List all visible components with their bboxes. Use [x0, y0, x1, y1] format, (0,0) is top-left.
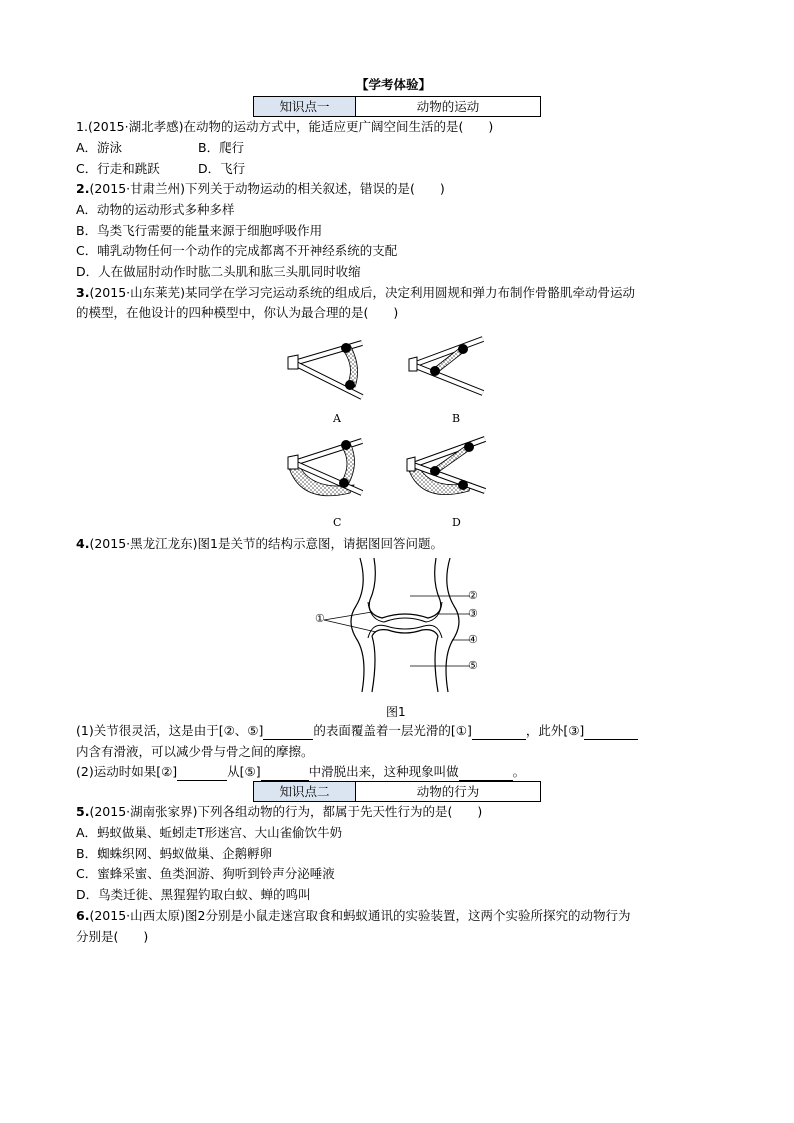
question-2 [76, 180, 445, 198]
option-a: A．蚂蚁做巢、蚯蚓走T形迷宫、大山雀偷饮牛奶 [76, 825, 343, 840]
answer-blank[interactable] [177, 766, 227, 781]
q4-part-1 [76, 722, 638, 740]
model-b [409, 339, 483, 393]
text-segment: (1)关节很灵活，这是由于[②、⑤] [76, 723, 264, 738]
option-c: C．行走和跳跃 [76, 161, 160, 176]
option-c: C．哺乳动物任何一个动作的完成都离不开神经系统的支配 [76, 243, 398, 258]
marker-1: ① [315, 612, 325, 625]
question-number: 2. [76, 181, 90, 196]
knowledge-point-topic: 动物的运动 [416, 99, 480, 114]
knowledge-point-topic: 动物的行为 [416, 784, 480, 799]
knowledge-point-label: 知识点二 [254, 782, 356, 801]
joint-structure-diagram [310, 556, 490, 694]
answer-blank[interactable] [584, 725, 638, 740]
option-d: D．人在做屈肘动作时肱二头肌和肱三头肌同时收缩 [76, 264, 361, 279]
option-c: C．蜜蜂采蜜、鱼类洄游、狗听到铃声分泌唾液 [76, 866, 335, 881]
question-stem: (2015·甘肃兰州)下列关于动物运动的相关叙述，错误的是( ) [89, 181, 445, 196]
option-b: B．蜘蛛织网、蚂蚁做巢、企鹅孵卵 [76, 846, 273, 861]
knowledge-point-label: 知识点一 [254, 97, 356, 116]
question-4 [76, 535, 443, 553]
knowledge-point-box-1 [253, 96, 541, 117]
section-title: 【学考体验】 [356, 77, 432, 92]
question-stem: (2015·山东莱芜)某同学在学习完运动系统的组成后，决定利用圆规和弹力布制作骨骼肌牵动骨运动 [89, 285, 635, 300]
q4-part-1-cont: 内含有滑液，可以减少骨与骨之间的摩擦。 [76, 744, 314, 759]
model-c [288, 440, 362, 496]
question-number: 3. [76, 285, 90, 300]
answer-blank[interactable] [472, 725, 526, 740]
answer-blank[interactable] [263, 725, 313, 740]
marker-2: ② [468, 589, 478, 602]
marker-5: ⑤ [468, 659, 478, 672]
option-d: D．鸟类迁徙、黑猩猩钓取白蚁、蝉的鸣叫 [76, 887, 311, 902]
q1-options-row-1 [76, 139, 244, 157]
question-6-cont: 分别是( ) [76, 929, 149, 944]
question-stem: (2015·黑龙江龙东)图1是关节的结构示意图，请据图回答问题。 [89, 536, 443, 551]
question-stem: (2015·湖南张家界)下列各组动物的行为，都属于先天性行为的是( ) [89, 804, 483, 819]
model-label-d: D [452, 516, 461, 529]
model-a [288, 343, 362, 397]
model-label-c: C [333, 516, 342, 529]
text-segment: ，此外[③] [525, 723, 585, 738]
model-label-a: A [333, 412, 341, 425]
model-d [407, 439, 485, 495]
option-d: D．飞行 [198, 161, 246, 176]
question-number: 6. [76, 908, 90, 923]
model-label-b: B [452, 412, 461, 425]
question-3 [76, 284, 635, 302]
question-number: 5. [76, 804, 90, 819]
text-segment: (2)运动时如果[②] [76, 764, 178, 779]
text-segment: 的表面覆盖着一层光滑的[①] [313, 723, 472, 738]
question-1 [76, 118, 493, 136]
question-number: 4. [76, 536, 90, 551]
q1-options-row-2 [76, 160, 245, 178]
answer-blank[interactable] [459, 766, 513, 781]
text-segment: 从[⑤] [227, 764, 261, 779]
option-a: A．动物的运动形式多种多样 [76, 202, 235, 217]
option-a: A．游泳 [76, 140, 123, 155]
option-b: B．爬行 [198, 140, 245, 155]
figure-caption: 图1 [386, 705, 406, 719]
question-stem: (2015·湖北孝感)在动物的运动方式中，能适应更广阔空间生活的是( ) [87, 119, 494, 134]
marker-3: ③ [468, 607, 478, 620]
question-6 [76, 907, 630, 925]
question-3-cont: 的模型，在他设计的四种模型中，你认为最合理的是( ) [76, 305, 399, 320]
option-b: B．鸟类飞行需要的能量来源于细胞呼吸作用 [76, 223, 323, 238]
question-5 [76, 803, 482, 821]
text-segment: 。 [512, 764, 526, 779]
compass-models-figure [280, 335, 510, 535]
text-segment: 中滑脱出来，这种现象叫做 [308, 764, 459, 779]
q4-part-2 [76, 763, 525, 781]
answer-blank[interactable] [261, 766, 309, 781]
question-number: 1. [76, 119, 88, 134]
marker-4: ④ [468, 633, 478, 646]
knowledge-point-box-2 [253, 781, 541, 802]
question-stem: (2015·山西太原)图2分别是小鼠走迷宫取食和蚂蚁通讯的实验装置，这两个实验所探究的动物行为 [89, 908, 631, 923]
